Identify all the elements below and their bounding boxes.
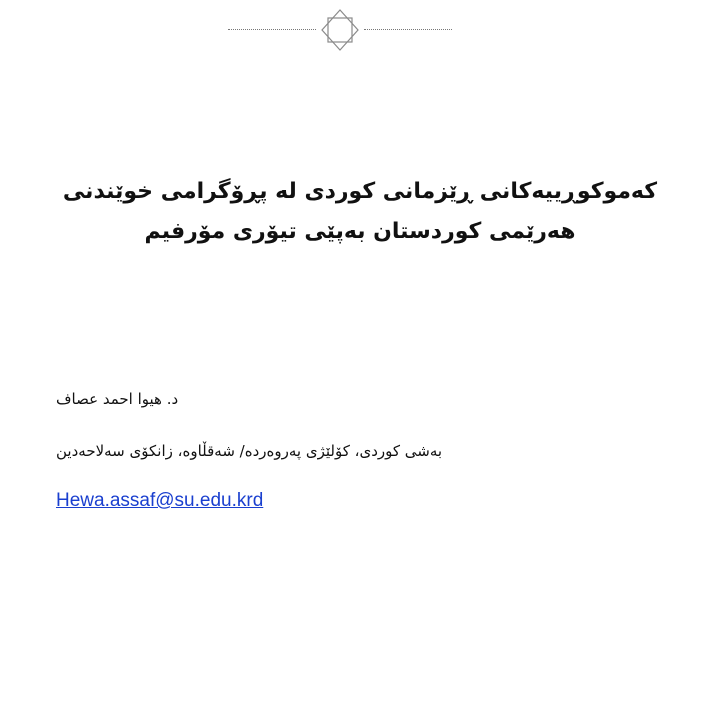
ornament-dotted-line-right xyxy=(364,29,452,30)
title-line-1: کەموکوڕییەکانی ڕێزمانی کوردی لە پڕۆگرامی خوێندنی xyxy=(62,179,658,204)
paper-title xyxy=(60,172,660,252)
author-name: د. هیوا احمد عصاف xyxy=(56,390,179,408)
diamond-ornament-icon xyxy=(320,8,360,52)
ornament-dotted-line-left xyxy=(228,29,316,30)
author-affiliation: بەشی کوردی، کۆلێژی پەروەردە/ شەقڵاوە، زانکۆی سەلاحەدین xyxy=(56,442,443,460)
title-line-2: هەرێمی کوردستان بەپێی تیۆری مۆرفیم xyxy=(144,219,576,244)
header-ornament xyxy=(228,6,452,54)
email-link[interactable]: Hewa.assaf@su.edu.krd xyxy=(56,490,264,511)
